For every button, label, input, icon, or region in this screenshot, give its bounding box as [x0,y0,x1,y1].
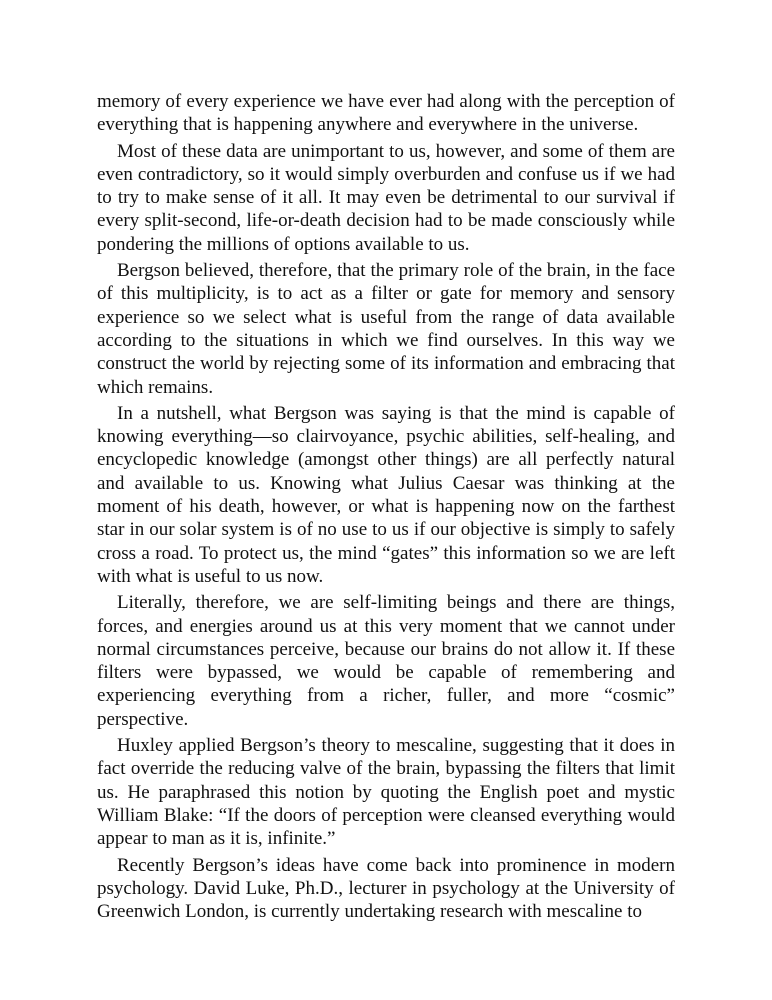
paragraph-continuation: memory of every experience we have ever had along with the perception of everything that is happening anywhere and everywhere in the universe. [97,91,675,136]
paragraph-nutshell: In a nutshell, what Bergson was saying is that the mind is capable of knowing everything—so clairvoyance, psychic abilities, self-healing, and encyclopedic knowledge (amongst other things) are all perfectly natural and available to us. Knowing what Julius Caesar was thinking at the moment of his death, however, or what is happening now on the farthest star in our solar system is of no use to us if our objective is simply to safely cross a road. To protect us, the mind “gates” this information so we are left with what is useful to us now. [97,402,675,587]
paragraph-unimportant-data: Most of these data are unimportant to us, however, and some of them are even contradictory, so it would simply overburden and confuse us if we had to try to make sense of it all. It may even be detrimental to our survival if every split-second, life-or-death decision had to be made consciously while pondering the millions of options available to us. [97,140,675,255]
paragraph-huxley: Huxley applied Bergson’s theory to mescaline, suggesting that it does in fact override the reducing valve of the brain, bypassing the filters that limit us. He paraphrased this notion by quoting the English poet and mystic William Blake: “If the doors of perception were cleansed everything would appear to man as it is, infinite.” [97,735,675,850]
paragraph-recent-research: Recently Bergson’s ideas have come back into prominence in modern psychology. David Luke, Ph.D., lecturer in psychology at the University of Greenwich London, is currently undertaking research with mescaline to [97,854,675,923]
page-body [97,90,675,923]
paragraph-self-limiting: Literally, therefore, we are self-limiting beings and there are things, forces, and energies around us at this very moment that we cannot under normal circumstances perceive, because our brains do not allow it. If these filters were bypassed, we would be capable of remembering and experiencing everything from a richer, fuller, and more “cosmic” perspective. [97,592,675,730]
paragraph-brain-filter: Bergson believed, therefore, that the primary role of the brain, in the face of this multiplicity, is to act as a filter or gate for memory and sensory experience so we select what is useful from the range of data available according to the situations in which we find ourselves. In this way we construct the world by rejecting some of its information and embracing that which remains. [97,260,675,398]
